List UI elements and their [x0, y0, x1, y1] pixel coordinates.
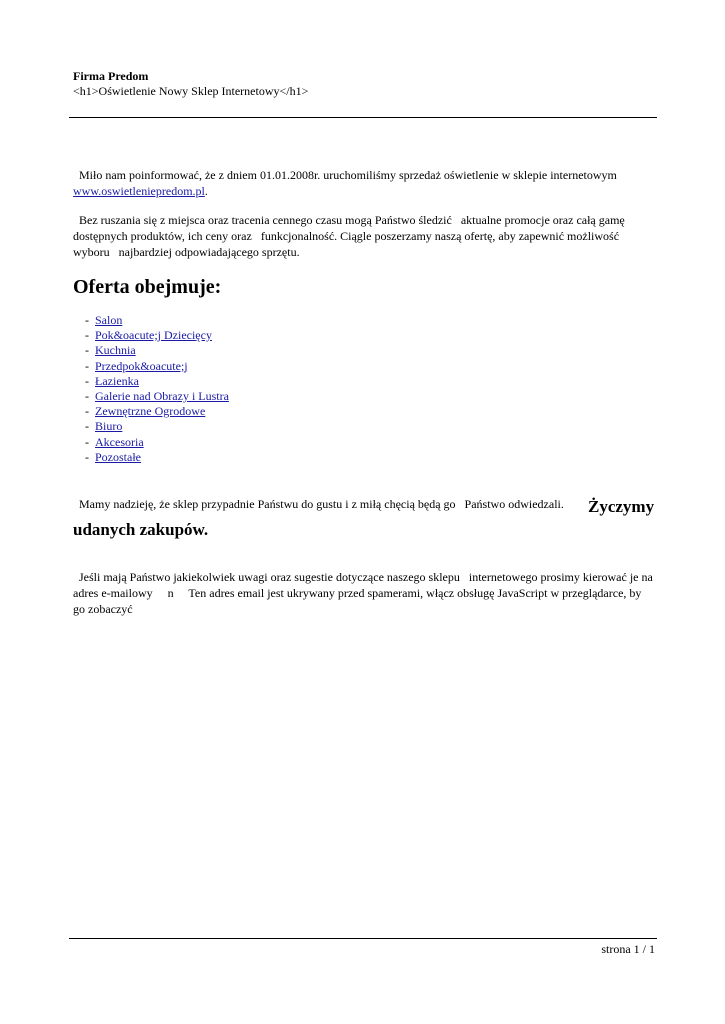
closing-paragraph: Mamy nadzieję, że sklep przypadnie Państwu do gustu i z miłą chęcią będą go Państwo odwiedzali. — [73, 497, 564, 511]
offer-link-biuro[interactable]: Biuro — [95, 419, 123, 434]
header-subtitle: <h1>Oświetlenie Nowy Sklep Internetowy</h1> — [73, 84, 309, 98]
offer-list-item: - Pok&oacute;j Dziecięcy — [85, 328, 212, 343]
offer-list-item: - Biuro — [85, 419, 123, 434]
offer-list-item: - Galerie nad Obrazy i Lustra — [85, 388, 229, 403]
footer-divider — [69, 938, 657, 939]
offer-list-item: - Przedpok&oacute;j — [85, 358, 188, 373]
offer-list-item: - Zewnętrzne Ogrodowe — [85, 404, 206, 419]
offer-list-item: - Kuchnia — [85, 343, 136, 358]
offer-link-salon[interactable]: Salon — [95, 313, 123, 327]
offer-list-item: - Salon — [85, 313, 123, 327]
wish-text-continued: udanych zakupów. — [73, 520, 209, 539]
offer-heading: Oferta obejmuje: — [73, 276, 222, 298]
offer-list-item: - Łazienka — [85, 373, 139, 388]
page-number: strona 1 / 1 — [601, 942, 655, 956]
offer-link-lazienka[interactable]: Łazienka — [95, 373, 139, 388]
offer-link-galerie[interactable]: Galerie nad Obrazy i Lustra — [95, 388, 229, 403]
shop-link[interactable]: www.oswietleniepredom.pl — [73, 184, 205, 198]
intro-text: Miło nam poinformować, że z dniem 01.01.2008r. uruchomiliśmy sprzedaż oświetlenie w sklepie internetowym — [73, 168, 620, 182]
offer-link-akcesoria[interactable]: Akcesoria — [95, 434, 144, 449]
offer-list-item: - Pozostałe — [85, 449, 141, 464]
description-paragraph: Bez ruszania się z miejsca oraz tracenia cennego czasu mogą Państwo śledzić aktualne promocje oraz całą gamę dostępnych produktów, ich ceny oraz funkcjonalność. Ciągle poszerzamy naszą ofertę, aby zapewnić możliwość wyboru najbardziej odpowiadającego sprzętu. — [73, 213, 628, 259]
company-name: Firma Predom — [73, 69, 149, 83]
offer-link-pozostale[interactable]: Pozostałe — [95, 449, 141, 464]
offer-link-kuchnia[interactable]: Kuchnia — [95, 343, 136, 358]
header-divider — [69, 117, 657, 118]
offer-list — [85, 313, 229, 465]
offer-list-item: - Akcesoria — [85, 434, 144, 449]
offer-link-zewnetrzne[interactable]: Zewnętrzne Ogrodowe — [95, 404, 206, 419]
wish-text: Życzymy — [588, 497, 655, 516]
intro-paragraph — [73, 167, 658, 199]
offer-link-pokoj-dzieciecy[interactable]: Pok&oacute;j Dziecięcy — [95, 328, 212, 343]
offer-link-przedpokoj[interactable]: Przedpok&oacute;j — [95, 358, 188, 373]
intro-text-end: . — [204, 184, 208, 198]
contact-paragraph: Jeśli mają Państwo jakiekolwiek uwagi oraz sugestie dotyczące naszego sklepu internetowego prosimy kierować je na adres e-mailowy n Ten adres email jest ukrywany przed spamerami, włącz obsługę JavaScript w przeglądarce, by go zobaczyć — [73, 570, 656, 616]
